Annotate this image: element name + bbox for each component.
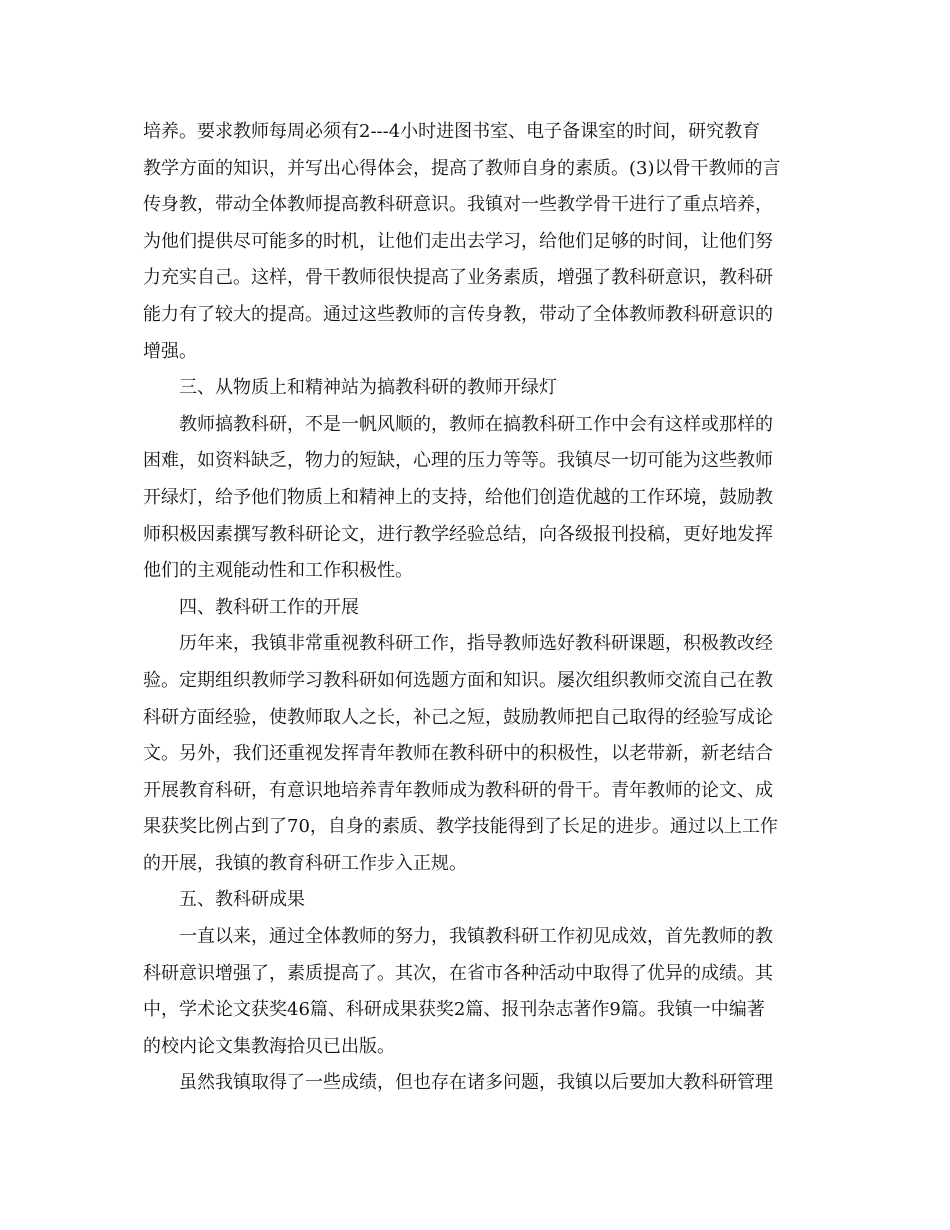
- text-line: 困难，如资料缺乏，物力的短缺，心理的压力等等。我镇尽一切可能为这些教师: [143, 450, 773, 472]
- text-line: 文。另外，我们还重视发挥青年教师在教科研中的积极性，以老带新，新老结合: [143, 743, 773, 765]
- text-line: 的校内论文集教海拾贝已出版。: [143, 1035, 395, 1057]
- text-line: 教师搞教科研，不是一帆风顺的，教师在搞教科研工作中会有这样或那样的: [179, 413, 773, 435]
- text-line: 增强。: [143, 340, 197, 362]
- text-line: 传身教，带动全体教师提高教科研意识。我镇对一些教学骨干进行了重点培养，: [143, 194, 773, 216]
- text-line: 中，学术论文获奖46篇、科研成果获奖2篇、报刊杂志著作9篇。我镇一中编著: [143, 999, 765, 1021]
- text-line: 为他们提供尽可能多的时机，让他们走出去学习，给他们足够的时间，让他们努: [143, 230, 773, 252]
- text-line: 开展教育科研，有意识地培养青年教师成为教科研的骨干。青年教师的论文、成: [143, 779, 773, 801]
- text-line: 的开展，我镇的教育科研工作步入正规。: [143, 852, 467, 874]
- text-line: 历年来，我镇非常重视教科研工作，指导教师选好教科研课题，积极教改经: [179, 633, 773, 655]
- text-line: 四、教科研工作的开展: [179, 596, 359, 618]
- text-line: 科研方面经验，使教师取人之长，补己之短，鼓励教师把自己取得的经验写成论: [143, 706, 773, 728]
- text-line: 果获奖比例占到了70，自身的素质、教学技能得到了长足的进步。通过以上工作: [143, 816, 778, 838]
- text-line: 能力有了较大的提高。通过这些教师的言传身教，带动了全体教师教科研意识的: [143, 303, 773, 325]
- text-line: 虽然我镇取得了一些成绩，但也存在诸多问题，我镇以后要加大教科研管理: [179, 1072, 773, 1094]
- text-line: 科研意识增强了，素质提高了。其次，在省市各种活动中取得了优异的成绩。其: [143, 962, 773, 984]
- text-line: 师积极因素撰写教科研论文，进行教学经验总结，向各级报刊投稿，更好地发挥: [143, 523, 773, 545]
- text-line: 他们的主观能动性和工作积极性。: [143, 560, 413, 582]
- text-line: 验。定期组织教师学习教科研如何选题方面和知识。屡次组织教师交流自己在教: [143, 669, 773, 691]
- text-line: 力充实自己。这样，骨干教师很快提高了业务素质，增强了教科研意识，教科研: [143, 267, 773, 289]
- text-line: 培养。要求教师每周必须有2---4小时进图书室、电子备课室的时间，研究教育: [143, 121, 761, 142]
- text-line: 五、教科研成果: [179, 889, 305, 911]
- text-line: 一直以来，通过全体教师的努力，我镇教科研工作初见成效，首先教师的教: [179, 926, 773, 948]
- text-line: 开绿灯，给予他们物质上和精神上的支持，给他们创造优越的工作环境，鼓励教: [143, 486, 773, 508]
- document-body: [143, 114, 808, 1102]
- text-line: 教学方面的知识，并写出心得体会，提高了教师自身的素质。(3)以骨干教师的言: [143, 157, 781, 179]
- text-line: 三、从物质上和精神站为搞教科研的教师开绿灯: [179, 377, 557, 399]
